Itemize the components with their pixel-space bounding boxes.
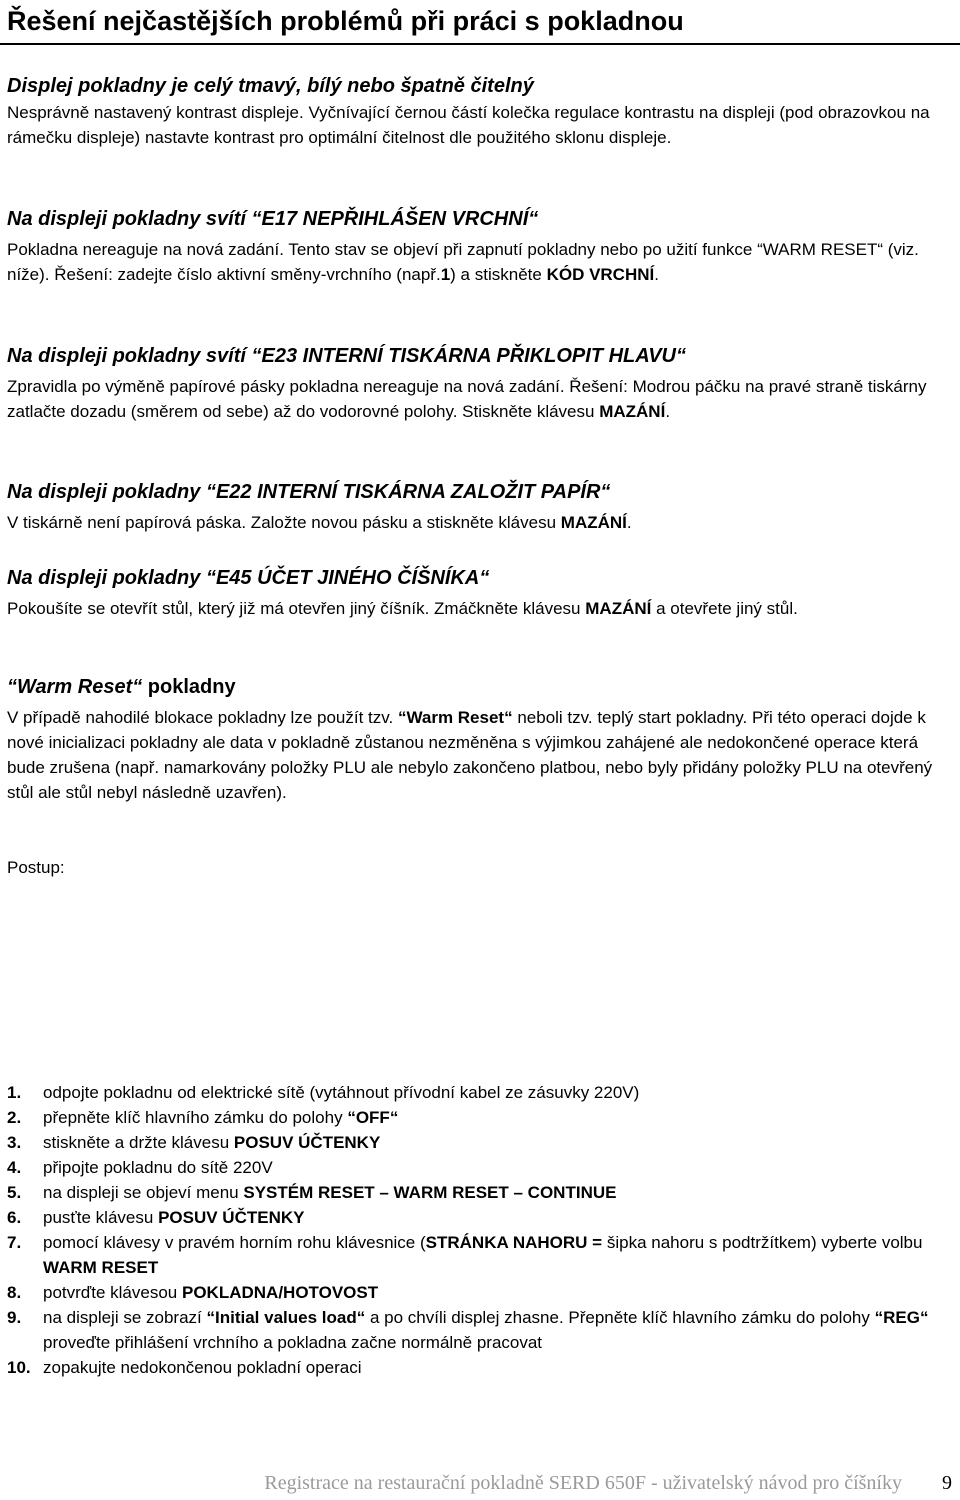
page-title: Řešení nejčastějších problémů při práci s pokladnou: [7, 6, 684, 36]
section-body: V tiskárně není papírová páska. Založte novou pásku a stiskněte klávesu MAZÁNÍ.: [7, 513, 632, 532]
section-warm-reset: [7, 674, 952, 805]
section-e22: [7, 479, 952, 535]
title-divider: [0, 43, 960, 45]
page-number: 9: [942, 1472, 952, 1494]
list-item: 9. na displeji se zobrazí “Initial values load“ a po chvíli displej zhasne. Přepněte klíč hlavního zámku do polohy “REG“ proveďte přihlášení vrchního a pokladna začne normálně pracovat: [7, 1308, 929, 1352]
section-e45: [7, 565, 952, 621]
section-e17: [7, 206, 952, 287]
section-body: Zpravidla po výměně papírové pásky pokladna nereaguje na nová zadání. Řešení: Modrou páčku na pravé straně tiskárny zatlačte dozadu (směrem od sebe) až do vodorovné polohy. Stiskněte klávesu MAZÁNÍ.: [7, 377, 927, 421]
list-item: 2. přepněte klíč hlavního zámku do polohy “OFF“: [7, 1108, 399, 1127]
section-heading: Na displeji pokladny “E22 INTERNÍ TISKÁRNA ZALOŽIT PAPÍR“: [7, 481, 611, 503]
section-heading: “Warm Reset“ pokladny: [7, 676, 236, 698]
section-heading: Na displeji pokladny “E45 ÚČET JINÉHO ČÍŠNÍKA“: [7, 567, 490, 589]
section-body: V případě nahodilé blokace pokladny lze použít tzv. “Warm Reset“ neboli tzv. teplý start pokladny. Při této operaci dojde k nové inicializaci pokladny ale data v pokladně zůstanou nezměněna s výjimkou zahájené ale nedokončené operace která bude zrušena (např. namarkovány položky PLU ale nebylo zakončeno platbou, nebo byly přidány položky PLU na otevřený stůl ale stůl nebyl následně uzavřen).: [7, 708, 933, 802]
section-heading: Na displeji pokladny svítí “E17 NEPŘIHLÁŠEN VRCHNÍ“: [7, 208, 539, 230]
section-body: Pokladna nereaguje na nová zadání. Tento stav se objeví při zapnutí pokladny nebo po užití funkce “WARM RESET“ (viz. níže). Řešení: zadejte číslo aktivní směny-vrchního (např.1) a stiskněte KÓD VRCHNÍ.: [7, 240, 919, 284]
list-item: 7. pomocí klávesy v pravém horním rohu klávesnice (STRÁNKA NAHORU = šipka nahoru s podtržítkem) vyberte volbu WARM RESET: [7, 1233, 923, 1277]
procedure-label: Postup:: [7, 858, 65, 877]
section-heading: Na displeji pokladny svítí “E23 INTERNÍ TISKÁRNA PŘIKLOPIT HLAVU“: [7, 345, 687, 367]
section-body: Pokoušíte se otevřít stůl, který již má otevřen jiný číšník. Zmáčkněte klávesu MAZÁNÍ a otevřete jiný stůl.: [7, 599, 798, 618]
list-item: 10. zopakujte nedokončenou pokladní operaci: [7, 1358, 362, 1377]
list-item: 8. potvrďte klávesou POKLADNA/HOTOVOST: [7, 1283, 379, 1302]
list-item: 6. pusťte klávesu POSUV ÚČTENKY: [7, 1208, 305, 1227]
section-display-contrast: [7, 73, 952, 150]
section-heading: Displej pokladny je celý tmavý, bílý nebo špatně čitelný: [7, 75, 534, 97]
page-footer: [264, 1470, 952, 1496]
list-item: 4. připojte pokladnu do sítě 220V: [7, 1158, 273, 1177]
section-body: Nesprávně nastavený kontrast displeje. Vyčnívající černou částí kolečka regulace kontrastu na displeji (pod obrazovkou na rámečku displeje) nastavte kontrast pro optimální čitelnost dle použitého sklonu displeje.: [7, 103, 930, 147]
footer-text: Registrace na restaurační pokladně SERD 650F - uživatelský návod pro číšníky: [264, 1472, 902, 1494]
list-item: 5. na displeji se objeví menu SYSTÉM RESET – WARM RESET – CONTINUE: [7, 1183, 617, 1202]
list-item: 3. stiskněte a držte klávesu POSUV ÚČTENKY: [7, 1133, 381, 1152]
list-item: 1. odpojte pokladnu od elektrické sítě (vytáhnout přívodní kabel ze zásuvky 220V): [7, 1083, 640, 1102]
section-e23: [7, 343, 952, 424]
procedure-steps: [7, 1080, 952, 1380]
